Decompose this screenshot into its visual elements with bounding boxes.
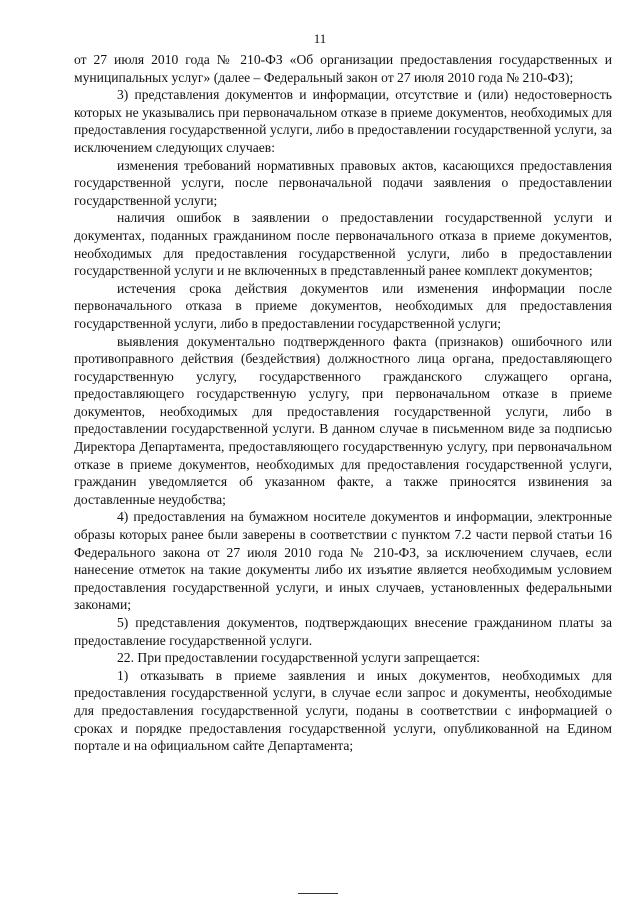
page-number: 11 <box>313 31 327 46</box>
paragraph-exception-errors: наличия ошибок в заявлении о предоставлении государственной услуги и документах, поданных гражданином после первоначального отказа в приеме документов, необходимых для предоставления государственной услуги, либо в предоставлении государственной услуги и не включенных в представленный ранее комплект документов; <box>74 210 612 279</box>
paragraph-exception-expiry: истечения срока действия документов или изменения информации после первоначального отказа в приеме документов, необходимых для предоставления государственной услуги, либо в предоставлении государственной услуги; <box>74 280 612 331</box>
paragraph-law-reference: от 27 июля 2010 года № 210-ФЗ «Об организации предоставления государственных и муниципальных услуг» (далее – Федеральный закон от 27 июля 2010 года № 210-ФЗ); <box>74 52 612 85</box>
document-body <box>74 51 612 755</box>
footer-divider <box>298 893 338 894</box>
paragraph-section-22: 22. При предоставлении государственной услуги запрещается: <box>117 650 481 666</box>
paragraph-item-5: 5) представления документов, подтверждающих внесение гражданином платы за предоставление государственной услуги. <box>74 615 612 648</box>
paragraph-prohibition-1: 1) отказывать в приеме заявления и иных документов, необходимых для предоставления государственной услуги, в случае если запрос и документы, необходимые для предоставления государственной услуги, поданы в соответствии с информацией о сроках и порядке предоставления государственной услуги, опубликованной на Едином портале и на официальном сайте Департамента; <box>74 667 612 754</box>
paragraph-exception-requirements-change: изменения требований нормативных правовых актов, касающихся предоставления государственной услуги, после первоначальной подачи заявления о предоставлении государственной услуги; <box>74 157 612 208</box>
paragraph-item-4: 4) предоставления на бумажном носителе документов и информации, электронные образы которых ранее были заверены в соответствии с пунктом 7.2 части первой статьи 16 Федерального закона от 27 июля 2010 года № 210-ФЗ, за исключением случаев, если нанесение отметок на такие документы либо их изъятие является необходимым условием предоставления государственной услуги, и иных случаев, установленных федеральными законами; <box>74 509 612 613</box>
paragraph-item-3: 3) представления документов и информации, отсутствие и (или) недостоверность которых не указывались при первоначальном отказе в приеме документов, необходимых для предоставления государственной услуги, либо в предоставлении государственной услуги, за исключением следующих случаев: <box>74 87 612 155</box>
paragraph-exception-erroneous-action: выявления документально подтвержденного факта (признаков) ошибочного или противоправного действия (бездействия) должностного лица органа, предоставляющего государственную услугу, государственного гражданского служащего органа, предоставляющего государственную услугу, при первоначальном отказе в приеме документов, необходимых для предоставления государственной услуги, либо в предоставлении государственной услуги. В данном случае в письменном виде за подписью Директора Департамента, предоставляющего государственную услугу, при первоначальном отказе в приеме документов, необходимых для предоставления государственной услуги, гражданин уведомляется об указанном факте, а также приносятся извинения за доставленные неудобства; <box>74 333 612 507</box>
